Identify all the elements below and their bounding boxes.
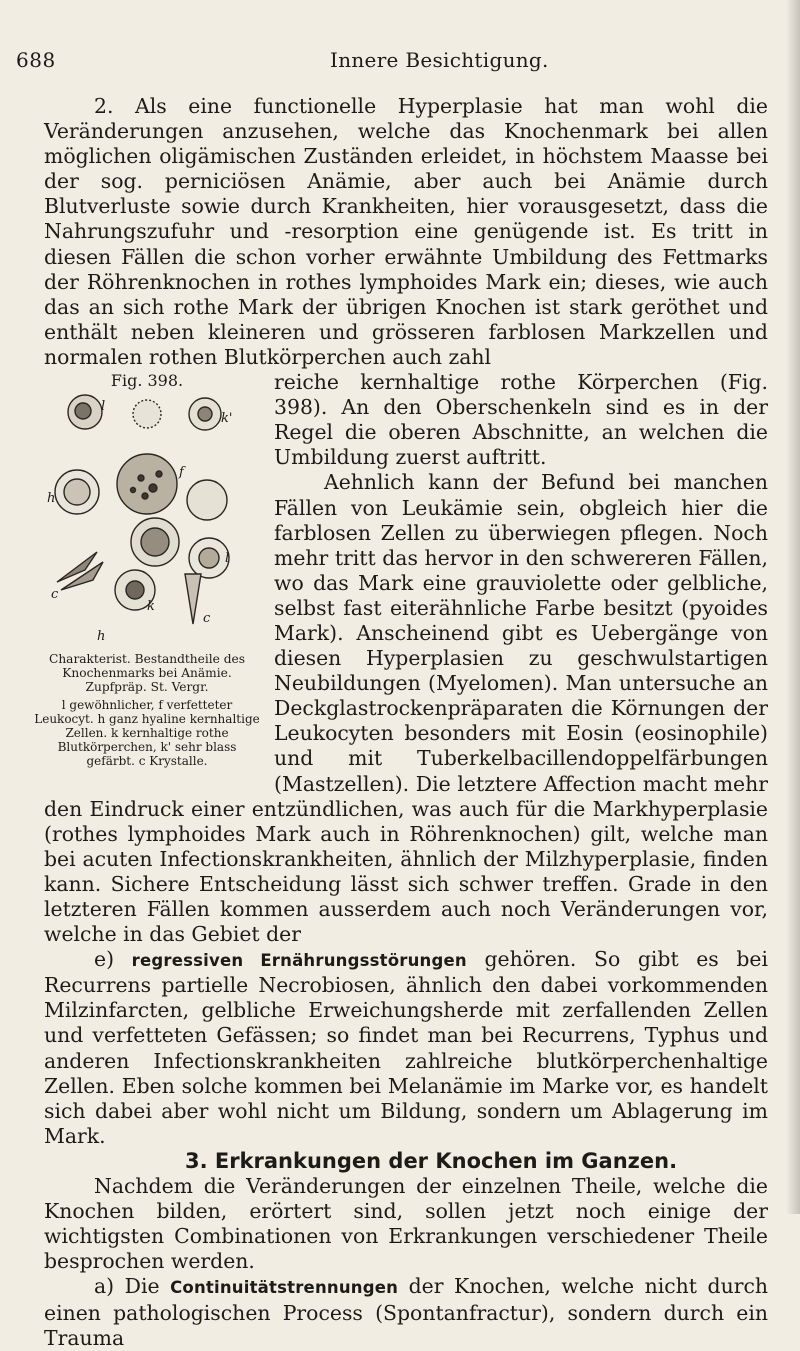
svg-text:h: h <box>47 491 56 507</box>
svg-text:f: f <box>179 465 184 481</box>
section-heading <box>44 1149 768 1174</box>
paragraph-text-1-continued: reiche kernhaltige rothe Körperchen (Fig. 398). An den Oberschenkeln sind es in der Regel die oberen Abschnitte, an welchen die Umbildung zuerst auftritt. <box>274 370 768 470</box>
paragraph-text-3: gehören. So gibt es bei Recurrens partielle Necrobiosen, ähnlich den dabei vorkommenden Milzinfarcten, gelbliche Erweichungsherde mit zerfallenden Zellen und verfetteten Gefässen; so findet man bei Recurrens, Typhus und anderen Infectionskrankheiten zahlreiche blutkörperchenhaltige Zellen. Eben solche kommen bei Melanämie im Marke vor, es handelt sich dabei aber wohl nicht um Bildung, sondern um Ablagerung im Mark. <box>44 947 769 1148</box>
paragraph-fractures <box>44 1274 768 1350</box>
paragraph-text-1: 2. Als eine functionelle Hyperplasie hat man wohl die Veränderungen anzusehen, welche das Knochenmark bei allen möglichen oligämischen Zuständen erleidet, in höchstem Maasse bei der sog. perniciösen Anämie, aber auch bei Anämie durch Blutverluste sowie durch Krankheiten, hier vorausgesetzt, dass die Nahrungszufuhr und -resorption eine genügende ist. Es tritt in diesen Fällen die schon vorher erwähnte Umbildung des Fettmarks der Röhrenknochen in rothes lymphoides Mark ein; dieses, wie auch das an sich rothe Mark der übrigen Knochen ist stark geröthet und enthält neben kleineren und grösseren farblosen Markzellen und normalen rothen Blutkörperchen auch zahl <box>44 94 768 369</box>
svg-text:l: l <box>225 551 230 567</box>
figure-caption: Charakterist. Bestandtheile des Knochenmarks bei Anämie. Zupfpräp. St. Vergr. <box>49 652 245 695</box>
svg-text:c: c <box>203 611 211 627</box>
page-edge-shadow <box>786 0 800 1214</box>
svg-text:k': k' <box>221 411 233 427</box>
paragraph-functional-hyperplasia <box>44 94 768 370</box>
list-marker-e: e) <box>94 947 115 972</box>
paragraph-regressive <box>44 947 768 1149</box>
figure-label: Fig. 398. <box>110 371 184 391</box>
svg-text:l: l <box>101 399 106 415</box>
term-continuity-disruptions: Continuitätstrennungen <box>170 1278 399 1298</box>
paragraph-intro <box>44 1174 768 1274</box>
page-header <box>0 48 800 78</box>
figure-illustration <box>37 392 257 648</box>
svg-text:h: h <box>97 629 106 645</box>
list-marker-a: a) Die <box>94 1274 160 1299</box>
paragraph-text-2: Aehnlich kann der Befund bei manchen Fällen von Leukämie sein, obgleich hier die farblosen Zellen zu überwiegen pflegen. Noch mehr tritt das hervor in den schwereren Fällen, wo das Mark eine grauviolette oder gelbliche, selbst fast eiterähnliche Farbe besitzt (pyoides Mark). Anscheinend gibt es Uebergänge von diesen Hyperplasien zu geschwulstartigen Neubildungen (Myelomen). Man untersuche an Deckglastrockenpräparaten die Körnungen der Leukocyten besonders mit Eosin (eosinophile) und mit Tuberkelbacillendoppelfärbungen (Mastzellen). Die letztere Affection macht mehr den Eindruck einer entzündlichen, was auch für die Markhyperplasie (rothes lymphoides Mark auch in Röhrenknochen) gilt, welche man bei acuten Infectionskrankheiten, ähnlich der Milzhyperplasie, finden kann. Sichere Entscheidung lässt sich schwer treffen. Grade in den letzteren Fällen kommen ausserdem auch noch Veränderungen vor, welche in das Gebiet der <box>44 470 768 947</box>
term-regressive-disorders: regressiven Ernährungsstörungen <box>131 951 467 971</box>
section-title: Erkrankungen der Knochen im Ganzen. <box>214 1148 678 1173</box>
svg-text:k: k <box>147 599 155 615</box>
figure-398 <box>32 370 262 768</box>
paragraph-text-4: Nachdem die Veränderungen der einzelnen Theile, welche die Knochen bilden, erörtert sind, sollen jetzt noch einige der wichtigsten Combinationen von Erkrankungen verschiedener Theile besprochen werden. <box>44 1174 768 1274</box>
running-head: Innere Besichtigung. <box>330 48 549 72</box>
page-number: 688 <box>16 48 56 72</box>
svg-text:c: c <box>51 587 59 603</box>
section-number: 3. <box>184 1148 208 1173</box>
figure-legend: l gewöhnlicher, f verfetteter Leukocyt. h ganz hyaline kernhaltige Zellen. k kernhaltige rothe Blutkörperchen, k' sehr blass gefärbt. c Krystalle. <box>34 698 260 769</box>
paragraph-text-5: der Knochen, welche nicht durch einen pathologischen Process (Spontanfractur), sondern durch ein Trauma <box>44 1274 769 1350</box>
page-body <box>34 94 769 1351</box>
